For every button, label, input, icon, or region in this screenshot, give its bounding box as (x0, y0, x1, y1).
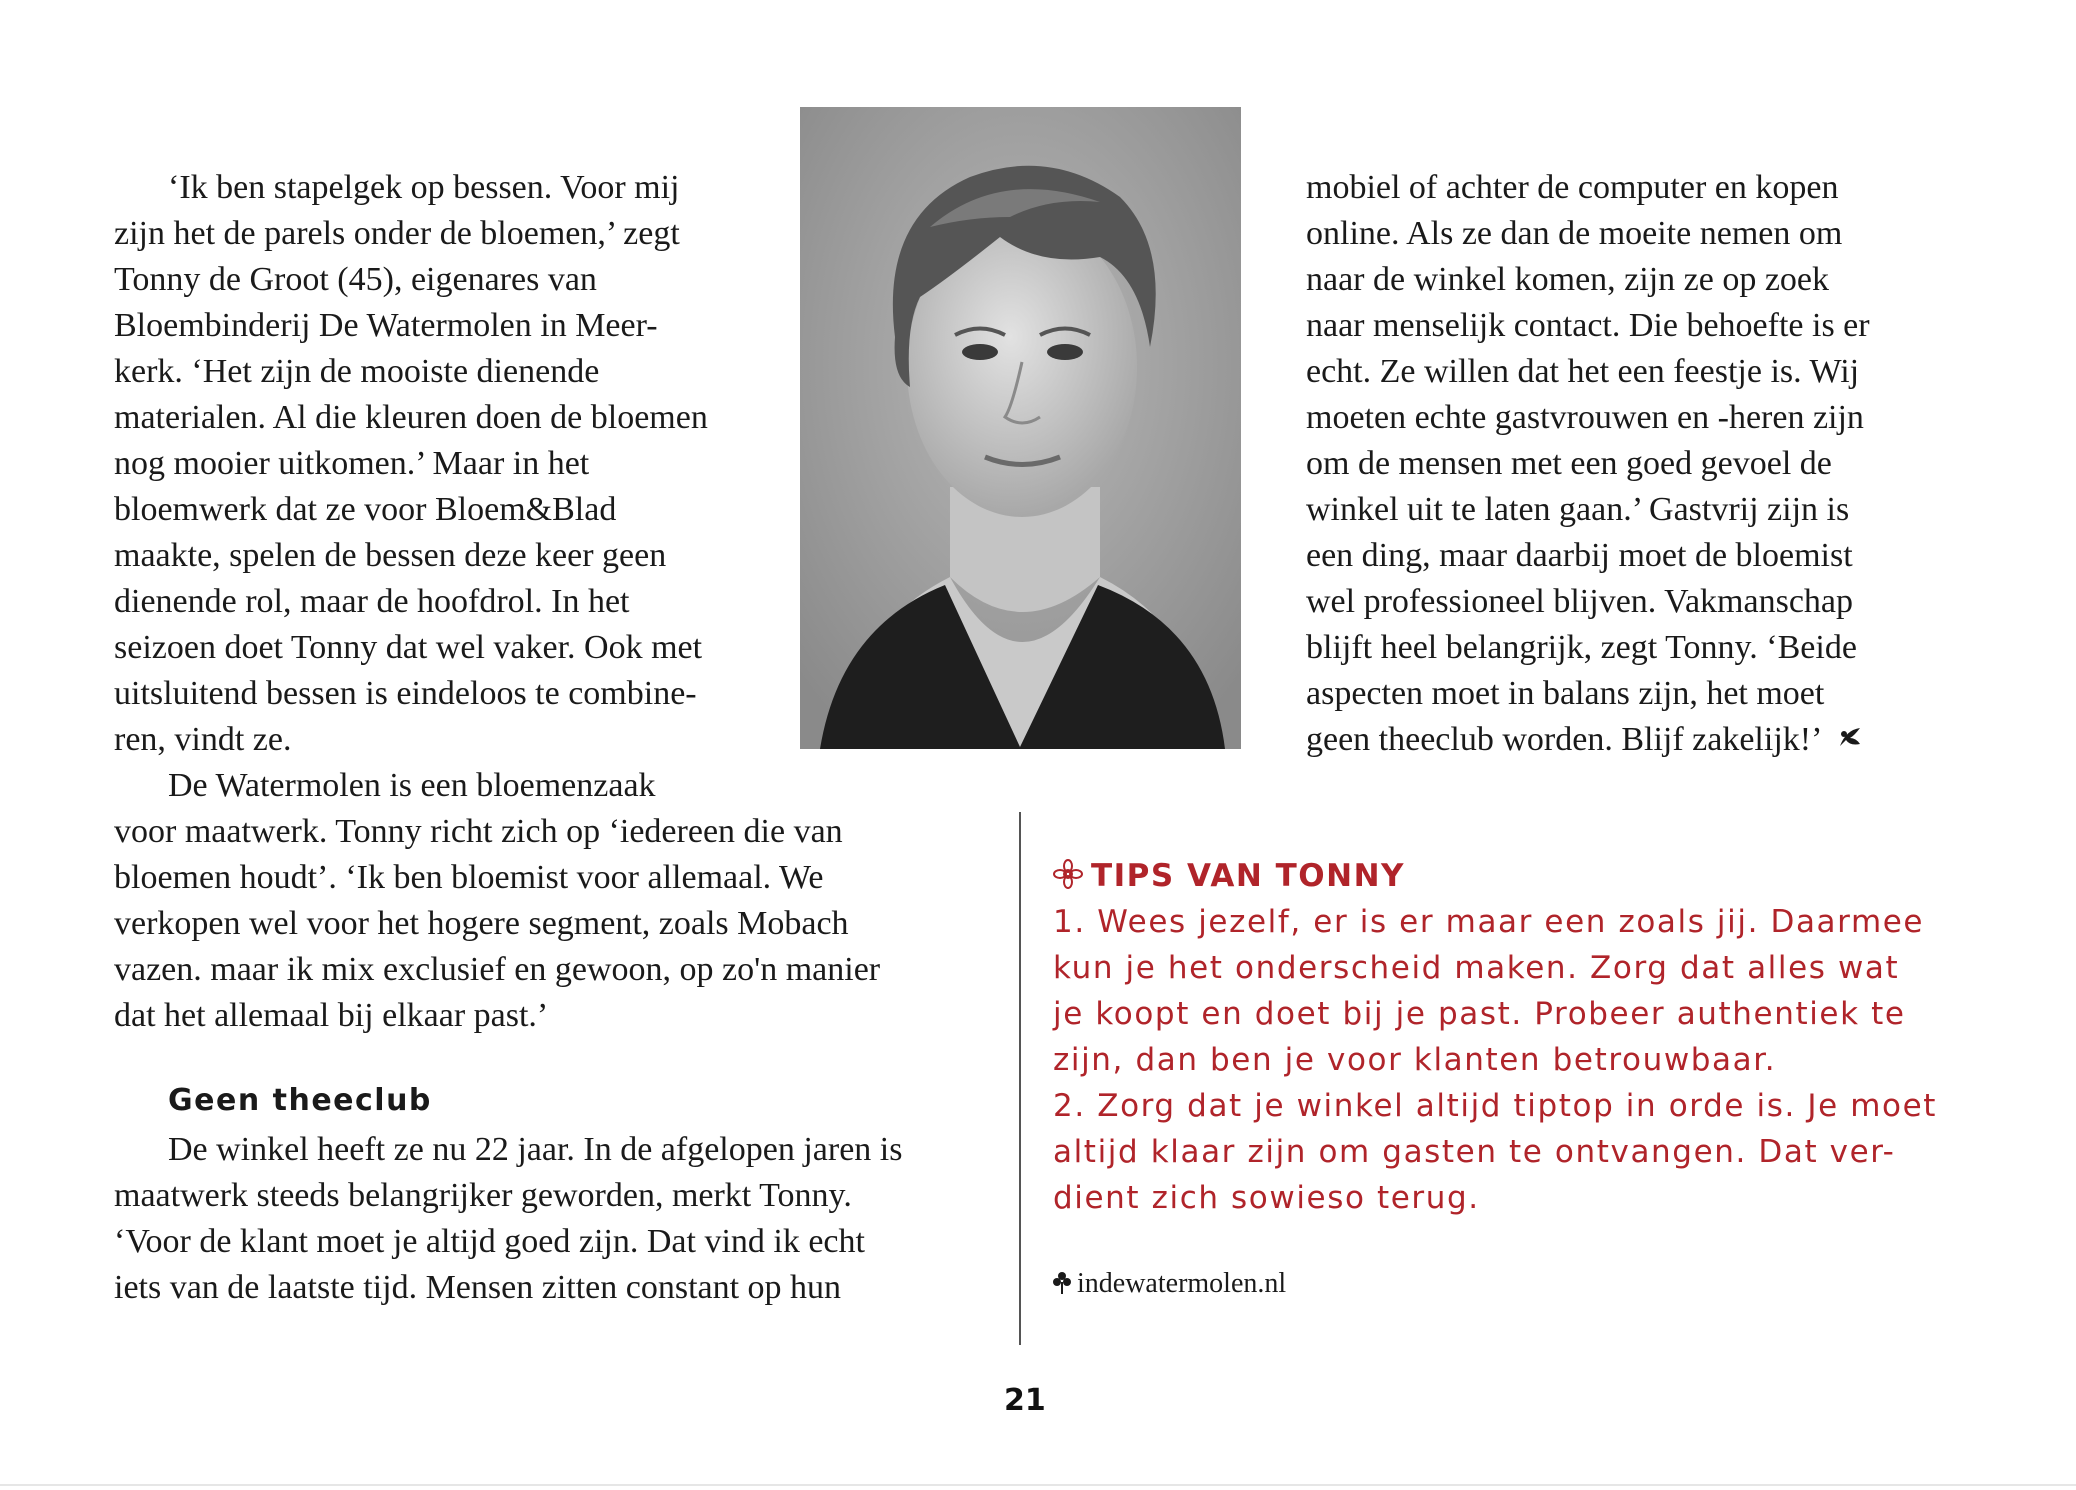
body-line: mobiel of achter de computer en kopen (1306, 169, 1839, 206)
body-line: bloemen houdt’. ‘Ik ben bloemist voor allemaal. We (114, 859, 824, 896)
body-line: ‘Voor de klant moet je altijd goed zijn. Dat vind ik echt (114, 1223, 865, 1260)
body-line-last (1306, 717, 1864, 763)
body-line: ‘Ik ben stapelgek op bessen. Voor mij (168, 169, 680, 206)
body-line: om de mensen met een goed gevoel de (1306, 445, 1832, 482)
body-line: vazen. maar ik mix exclusief en gewoon, op zo'n manier (114, 951, 881, 988)
body-line: ren, vindt ze. (114, 721, 292, 758)
body-line: naar de winkel komen, zijn ze op zoek (1306, 261, 1830, 298)
portrait-photo-icon (800, 107, 1241, 749)
body-line: bloemwerk dat ze voor Bloem&Blad (114, 491, 617, 528)
club-icon (1053, 1270, 1071, 1296)
body-line: echt. Ze willen dat het een feestje is. Wij (1306, 353, 1860, 390)
tips-title (1053, 853, 1405, 899)
tips-line: je koopt en doet bij je past. Probeer authentiek te (1053, 996, 1906, 1032)
tips-line: 2. Zorg dat je winkel altijd tiptop in orde is. Je moet (1053, 1088, 1938, 1124)
rosette-icon (1053, 859, 1083, 889)
body-line: een ding, maar daarbij moet de bloemist (1306, 537, 1853, 574)
tips-line: kun je het onderscheid maken. Zorg dat alles wat (1053, 950, 1900, 986)
tips-line: dient zich sowieso terug. (1053, 1180, 1480, 1216)
body-line: De Watermolen is een bloemenzaak (168, 767, 656, 804)
body-line: maatwerk steeds belangrijker geworden, merkt Tonny. (114, 1177, 852, 1214)
website-link[interactable] (1053, 1268, 1286, 1300)
body-line: dat het allemaal bij elkaar past.’ (114, 997, 549, 1034)
tips-line: 1. Wees jezelf, er is er maar een zoals jij. Daarmee (1053, 904, 1925, 940)
body-line: Tonny de Groot (45), eigenares van (114, 261, 597, 298)
column-divider (1019, 812, 1021, 1345)
body-line: zijn het de parels onder de bloemen,’ zegt (114, 215, 680, 252)
body-line: winkel uit te laten gaan.’ Gastvrij zijn is (1306, 491, 1850, 528)
tips-line: altijd klaar zijn om gasten te ontvangen. Dat ver- (1053, 1134, 1896, 1170)
body-line: kerk. ‘Het zijn de mooiste dienende (114, 353, 600, 390)
body-line-text: geen theeclub worden. Blijf zakelijk!’ (1306, 721, 1823, 758)
tips-line: zijn, dan ben je voor klanten betrouwbaar. (1053, 1042, 1777, 1078)
flower-end-mark-icon (1836, 724, 1864, 752)
website-text[interactable]: indewatermolen.nl (1077, 1268, 1287, 1299)
body-line: seizoen doet Tonny dat wel vaker. Ook met (114, 629, 703, 666)
body-line: iets van de laatste tijd. Mensen zitten constant op hun (114, 1269, 842, 1306)
body-line: verkopen wel voor het hogere segment, zoals Mobach (114, 905, 849, 942)
page-number: 21 (1004, 1383, 1046, 1418)
body-line: dienende rol, maar de hoofdrol. In het (114, 583, 630, 620)
section-heading: Geen theeclub (168, 1083, 432, 1118)
body-line: De winkel heeft ze nu 22 jaar. In de afgelopen jaren is (168, 1131, 903, 1168)
body-line: wel professioneel blijven. Vakmanschap (1306, 583, 1854, 620)
body-line: maakte, spelen de bessen deze keer geen (114, 537, 667, 574)
body-line: materialen. Al die kleuren doen de bloemen (114, 399, 708, 436)
body-line: naar menselijk contact. Die behoefte is er (1306, 307, 1870, 344)
body-line: moeten echte gastvrouwen en -heren zijn (1306, 399, 1864, 436)
portrait-photo (800, 107, 1241, 749)
tips-title-text: TIPS VAN TONNY (1091, 858, 1405, 894)
body-line: blijft heel belangrijk, zegt Tonny. ‘Beide (1306, 629, 1857, 666)
body-line: online. Als ze dan de moeite nemen om (1306, 215, 1843, 252)
body-line: Bloembinderij De Watermolen in Meer- (114, 307, 658, 344)
body-line: aspecten moet in balans zijn, het moet (1306, 675, 1825, 712)
body-line: uitsluitend bessen is eindeloos te combine- (114, 675, 697, 712)
body-line: voor maatwerk. Tonny richt zich op ‘iedereen die van (114, 813, 843, 850)
page-edge (0, 1484, 2076, 1486)
body-line: nog mooier uitkomen.’ Maar in het (114, 445, 590, 482)
